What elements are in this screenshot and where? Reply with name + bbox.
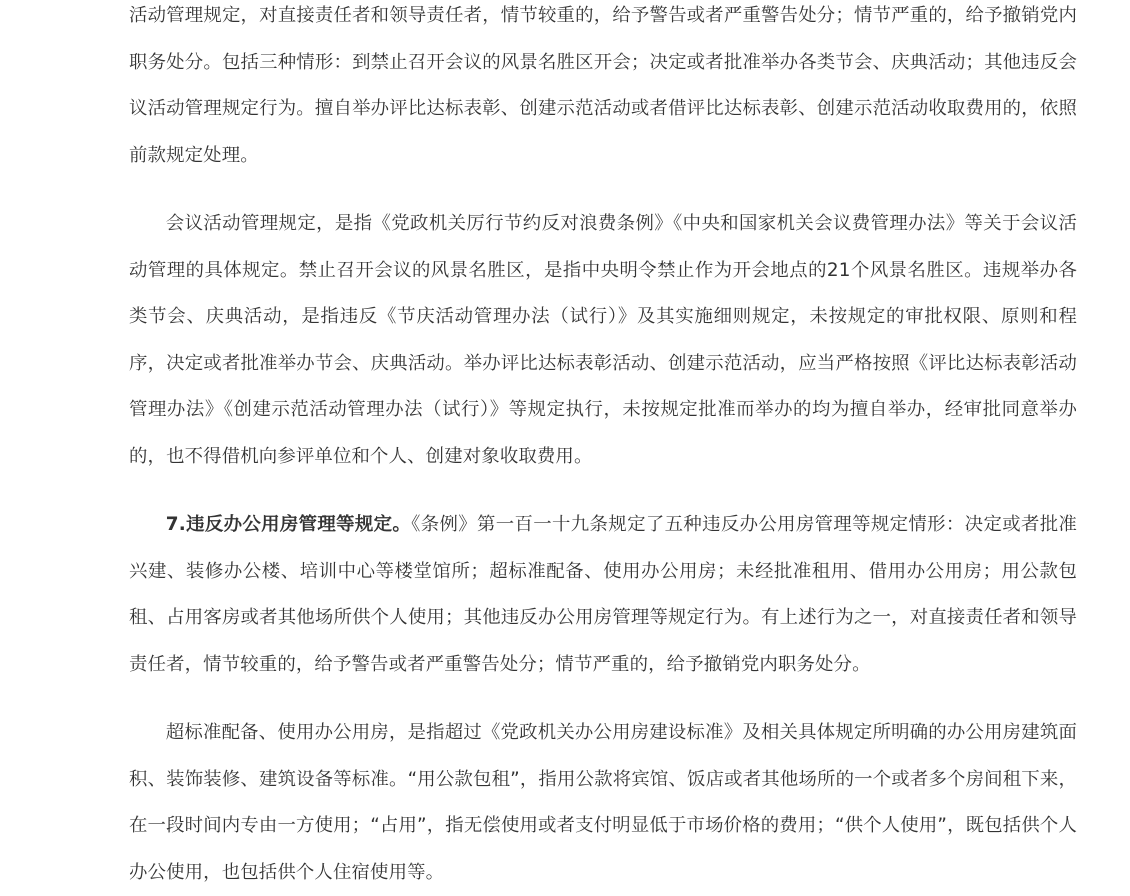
- article-body: [129, 0, 1077, 896]
- paragraph-text: 会议活动管理规定，是指《党政机关厉行节约反对浪费条例》《中央和国家机关会议费管理办法》等关于会议活动管理的具体规定。禁止召开会议的风景名胜区，是指中央明令禁止作为开会地点的21个风景名胜区。违规举办各类节会、庆典活动，是指违反《节庆活动管理办法（试行）》及其实施细则规定，未按规定的审批权限、原则和程序，决定或者批准举办节会、庆典活动。举办评比达标表彰活动、创建示范活动，应当严格按照《评比达标表彰活动管理办法》《创建示范活动管理办法（试行）》等规定执行，未按规定批准而举办的均为擅自举办，经审批同意举办的，也不得借机向参评单位和个人、创建对象收取费用。: [129, 213, 1077, 467]
- paragraph-meeting-rules-definition: [129, 201, 1077, 480]
- paragraph-text: 超标准配备、使用办公用房，是指超过《党政机关办公用房建设标准》及相关具体规定所明确的办公用房建筑面积、装饰装修、建筑设备等标准。“用公款包租”，指用公款将宾馆、饭店或者其他场所的一个或者多个房间租下来，在一段时间内专由一方使用；“占用”，指无偿使用或者支付明显低于市场价格的费用；“供个人使用”，既包括供个人办公使用，也包括供个人住宿使用等。: [129, 722, 1077, 883]
- section-heading: 7.违反办公用房管理等规定。: [165, 514, 412, 535]
- paragraph-meeting-rules-continued: [129, 0, 1077, 179]
- paragraph-text: 活动管理规定，对直接责任者和领导责任者，情节较重的，给予警告或者严重警告处分；情节严重的，给予撤销党内职务处分。包括三种情形：到禁止召开会议的风景名胜区开会；决定或者批准举办各类节会、庆典活动；其他违反会议活动管理规定行为。擅自举办评比达标表彰、创建示范活动或者借评比达标表彰、创建示范活动收取费用的，依照前款规定处理。: [129, 5, 1077, 166]
- paragraph-office-space-definition: [129, 710, 1077, 896]
- paragraph-office-space-rules: [129, 502, 1077, 688]
- paragraph-text: 《条例》第一百一十九条规定了五种违反办公用房管理等规定情形：决定或者批准兴建、装修办公楼、培训中心等楼堂馆所；超标准配备、使用办公用房；未经批准租用、借用办公用房；用公款包租、占用客房或者其他场所供个人使用；其他违反办公用房管理等规定行为。有上述行为之一，对直接责任者和领导责任者，情节较重的，给予警告或者严重警告处分；情节严重的，给予撤销党内职务处分。: [129, 514, 1078, 675]
